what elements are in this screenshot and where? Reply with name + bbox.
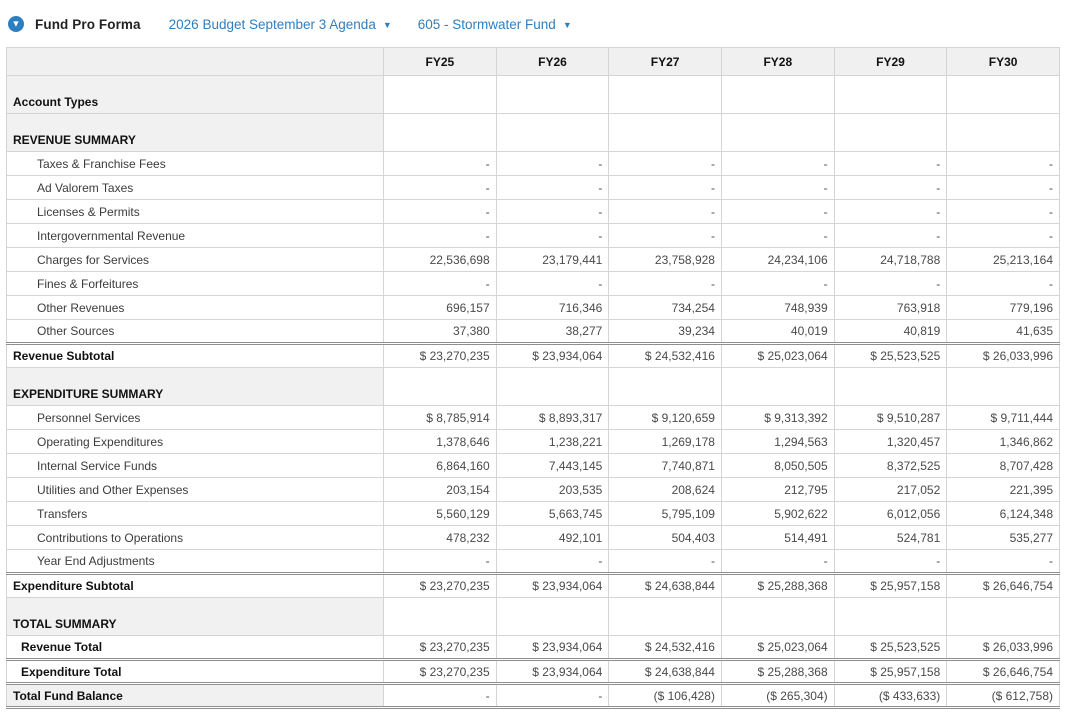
value-cell: $ 25,023,064 xyxy=(721,636,834,660)
value-cell: 1,378,646 xyxy=(384,430,497,454)
row-label: Fines & Forfeitures xyxy=(7,272,384,296)
value-cell xyxy=(496,76,609,114)
row-label: Operating Expenditures xyxy=(7,430,384,454)
chevron-down-glyph: ▼ xyxy=(11,18,21,28)
row-label: Internal Service Funds xyxy=(7,454,384,478)
table-row xyxy=(7,526,1060,550)
value-cell: - xyxy=(947,272,1060,296)
value-cell: 514,491 xyxy=(721,526,834,550)
row-label: Expenditure Total xyxy=(7,660,384,684)
proforma-table xyxy=(6,47,1060,709)
value-cell: 748,939 xyxy=(721,296,834,320)
value-cell: 716,346 xyxy=(496,296,609,320)
column-header: FY30 xyxy=(947,48,1060,76)
fund-proforma-table-container xyxy=(6,47,1060,709)
value-cell: $ 9,120,659 xyxy=(609,406,722,430)
column-header: FY28 xyxy=(721,48,834,76)
value-cell: 696,157 xyxy=(384,296,497,320)
value-cell: $ 23,270,235 xyxy=(384,344,497,368)
value-cell xyxy=(721,368,834,406)
fund-dropdown-label: 605 - Stormwater Fund xyxy=(417,16,556,32)
value-cell: - xyxy=(496,224,609,248)
row-label: Contributions to Operations xyxy=(7,526,384,550)
value-cell: - xyxy=(947,176,1060,200)
value-cell: - xyxy=(834,200,947,224)
value-cell: 203,535 xyxy=(496,478,609,502)
table-row xyxy=(7,478,1060,502)
table-row xyxy=(7,660,1060,684)
value-cell: $ 23,934,064 xyxy=(496,636,609,660)
value-cell: $ 24,532,416 xyxy=(609,344,722,368)
value-cell xyxy=(947,114,1060,152)
fund-dropdown[interactable] xyxy=(418,17,572,32)
value-cell: 39,234 xyxy=(609,320,722,344)
row-label: Transfers xyxy=(7,502,384,526)
table-row xyxy=(7,574,1060,598)
table-row xyxy=(7,636,1060,660)
value-cell xyxy=(496,368,609,406)
table-row xyxy=(7,200,1060,224)
value-cell: - xyxy=(834,176,947,200)
value-cell: 6,012,056 xyxy=(834,502,947,526)
row-label: Account Types xyxy=(7,76,384,114)
budget-dropdown-label: 2026 Budget September 3 Agenda xyxy=(168,16,376,32)
value-cell: - xyxy=(496,272,609,296)
table-row xyxy=(7,152,1060,176)
value-cell: 217,052 xyxy=(834,478,947,502)
value-cell: $ 9,313,392 xyxy=(721,406,834,430)
value-cell: 492,101 xyxy=(496,526,609,550)
value-cell xyxy=(384,114,497,152)
value-cell: 24,718,788 xyxy=(834,248,947,272)
row-label: Revenue Total xyxy=(7,636,384,660)
value-cell: 1,238,221 xyxy=(496,430,609,454)
value-cell: $ 8,893,317 xyxy=(496,406,609,430)
value-cell xyxy=(947,598,1060,636)
row-label: Charges for Services xyxy=(7,248,384,272)
column-header: FY26 xyxy=(496,48,609,76)
value-cell: $ 25,957,158 xyxy=(834,660,947,684)
table-row xyxy=(7,114,1060,152)
value-cell xyxy=(384,598,497,636)
value-cell: - xyxy=(721,176,834,200)
column-header: FY27 xyxy=(609,48,722,76)
value-cell: - xyxy=(384,152,497,176)
value-cell: 1,294,563 xyxy=(721,430,834,454)
value-cell: - xyxy=(947,224,1060,248)
value-cell: $ 23,934,064 xyxy=(496,344,609,368)
table-row xyxy=(7,430,1060,454)
value-cell: 779,196 xyxy=(947,296,1060,320)
value-cell: 478,232 xyxy=(384,526,497,550)
value-cell: $ 25,288,368 xyxy=(721,574,834,598)
value-cell xyxy=(609,368,722,406)
value-cell: 7,443,145 xyxy=(496,454,609,478)
value-cell: 1,269,178 xyxy=(609,430,722,454)
value-cell: 41,635 xyxy=(947,320,1060,344)
table-row xyxy=(7,320,1060,344)
value-cell: - xyxy=(609,176,722,200)
value-cell: $ 9,711,444 xyxy=(947,406,1060,430)
value-cell: 212,795 xyxy=(721,478,834,502)
row-label: Total Fund Balance xyxy=(7,684,384,708)
value-cell: 208,624 xyxy=(609,478,722,502)
table-row xyxy=(7,550,1060,574)
table-row xyxy=(7,224,1060,248)
value-cell: $ 25,288,368 xyxy=(721,660,834,684)
value-cell: 504,403 xyxy=(609,526,722,550)
value-cell: 1,320,457 xyxy=(834,430,947,454)
row-label: REVENUE SUMMARY xyxy=(7,114,384,152)
column-header-row xyxy=(7,48,1060,76)
value-cell: - xyxy=(384,176,497,200)
value-cell: - xyxy=(609,152,722,176)
row-label: Expenditure Subtotal xyxy=(7,574,384,598)
value-cell: $ 9,510,287 xyxy=(834,406,947,430)
value-cell: ($ 106,428) xyxy=(609,684,722,708)
row-label: Intergovernmental Revenue xyxy=(7,224,384,248)
value-cell: 5,795,109 xyxy=(609,502,722,526)
value-cell: $ 25,957,158 xyxy=(834,574,947,598)
row-label: Personnel Services xyxy=(7,406,384,430)
value-cell: 763,918 xyxy=(834,296,947,320)
table-row xyxy=(7,684,1060,708)
value-cell: 8,372,525 xyxy=(834,454,947,478)
budget-dropdown[interactable] xyxy=(169,17,392,32)
value-cell: - xyxy=(609,272,722,296)
value-cell: $ 23,934,064 xyxy=(496,660,609,684)
value-cell: $ 24,638,844 xyxy=(609,660,722,684)
value-cell: 7,740,871 xyxy=(609,454,722,478)
row-label-column-header xyxy=(7,48,384,76)
value-cell: 5,663,745 xyxy=(496,502,609,526)
value-cell: - xyxy=(947,200,1060,224)
value-cell: 6,124,348 xyxy=(947,502,1060,526)
value-cell: 40,819 xyxy=(834,320,947,344)
page-title: Fund Pro Forma xyxy=(35,16,141,32)
value-cell: $ 8,785,914 xyxy=(384,406,497,430)
chevron-down-icon: ▼ xyxy=(562,20,572,30)
value-cell: - xyxy=(834,550,947,574)
value-cell: 38,277 xyxy=(496,320,609,344)
value-cell: $ 26,033,996 xyxy=(947,636,1060,660)
row-label: Year End Adjustments xyxy=(7,550,384,574)
value-cell: 5,560,129 xyxy=(384,502,497,526)
value-cell: - xyxy=(834,152,947,176)
value-cell: $ 23,270,235 xyxy=(384,660,497,684)
value-cell: $ 25,523,525 xyxy=(834,344,947,368)
value-cell xyxy=(834,76,947,114)
value-cell: - xyxy=(496,176,609,200)
value-cell: - xyxy=(609,200,722,224)
value-cell: $ 26,646,754 xyxy=(947,574,1060,598)
row-label: Other Sources xyxy=(7,320,384,344)
table-row xyxy=(7,272,1060,296)
table-row xyxy=(7,454,1060,478)
row-label: EXPENDITURE SUMMARY xyxy=(7,368,384,406)
table-row xyxy=(7,368,1060,406)
table-row xyxy=(7,296,1060,320)
table-row xyxy=(7,248,1060,272)
value-cell xyxy=(721,114,834,152)
value-cell: 22,536,698 xyxy=(384,248,497,272)
value-cell xyxy=(834,598,947,636)
column-header: FY29 xyxy=(834,48,947,76)
value-cell: - xyxy=(384,200,497,224)
value-cell: ($ 265,304) xyxy=(721,684,834,708)
value-cell: $ 23,934,064 xyxy=(496,574,609,598)
value-cell: - xyxy=(721,272,834,296)
value-cell: - xyxy=(496,684,609,708)
table-row xyxy=(7,176,1060,200)
value-cell: - xyxy=(609,224,722,248)
table-row xyxy=(7,76,1060,114)
value-cell: 524,781 xyxy=(834,526,947,550)
row-label: Ad Valorem Taxes xyxy=(7,176,384,200)
value-cell xyxy=(947,76,1060,114)
value-cell: $ 24,638,844 xyxy=(609,574,722,598)
value-cell: 535,277 xyxy=(947,526,1060,550)
value-cell: - xyxy=(834,224,947,248)
value-cell xyxy=(834,114,947,152)
row-label: Utilities and Other Expenses xyxy=(7,478,384,502)
value-cell: - xyxy=(834,272,947,296)
value-cell: ($ 433,633) xyxy=(834,684,947,708)
page-header xyxy=(0,0,1066,46)
value-cell: 5,902,622 xyxy=(721,502,834,526)
value-cell: - xyxy=(496,550,609,574)
value-cell: 23,179,441 xyxy=(496,248,609,272)
table-row xyxy=(7,598,1060,636)
value-cell: - xyxy=(721,224,834,248)
value-cell: 24,234,106 xyxy=(721,248,834,272)
value-cell: 23,758,928 xyxy=(609,248,722,272)
value-cell: - xyxy=(384,684,497,708)
value-cell: $ 24,532,416 xyxy=(609,636,722,660)
value-cell: $ 25,023,064 xyxy=(721,344,834,368)
value-cell: 6,864,160 xyxy=(384,454,497,478)
value-cell xyxy=(609,114,722,152)
value-cell: $ 23,270,235 xyxy=(384,574,497,598)
row-label: Licenses & Permits xyxy=(7,200,384,224)
value-cell: $ 26,646,754 xyxy=(947,660,1060,684)
value-cell xyxy=(609,598,722,636)
value-cell: - xyxy=(721,152,834,176)
value-cell: - xyxy=(384,550,497,574)
chevron-down-icon: ▼ xyxy=(382,20,392,30)
value-cell: ($ 612,758) xyxy=(947,684,1060,708)
value-cell: 25,213,164 xyxy=(947,248,1060,272)
table-row xyxy=(7,344,1060,368)
value-cell xyxy=(609,76,722,114)
value-cell xyxy=(721,598,834,636)
value-cell: 734,254 xyxy=(609,296,722,320)
value-cell: $ 26,033,996 xyxy=(947,344,1060,368)
value-cell: - xyxy=(496,200,609,224)
value-cell: $ 23,270,235 xyxy=(384,636,497,660)
value-cell: 203,154 xyxy=(384,478,497,502)
value-cell xyxy=(384,368,497,406)
row-label: TOTAL SUMMARY xyxy=(7,598,384,636)
value-cell xyxy=(947,368,1060,406)
chevron-down-circle-icon[interactable] xyxy=(8,16,24,32)
value-cell: $ 25,523,525 xyxy=(834,636,947,660)
value-cell: - xyxy=(947,550,1060,574)
row-label: Other Revenues xyxy=(7,296,384,320)
value-cell xyxy=(834,368,947,406)
value-cell: 8,050,505 xyxy=(721,454,834,478)
value-cell: - xyxy=(721,550,834,574)
value-cell: - xyxy=(496,152,609,176)
value-cell: 8,707,428 xyxy=(947,454,1060,478)
row-label: Revenue Subtotal xyxy=(7,344,384,368)
table-row xyxy=(7,406,1060,430)
value-cell: 40,019 xyxy=(721,320,834,344)
value-cell: - xyxy=(721,200,834,224)
row-label: Taxes & Franchise Fees xyxy=(7,152,384,176)
value-cell: 1,346,862 xyxy=(947,430,1060,454)
value-cell xyxy=(496,114,609,152)
value-cell xyxy=(721,76,834,114)
value-cell: - xyxy=(947,152,1060,176)
value-cell xyxy=(384,76,497,114)
value-cell xyxy=(496,598,609,636)
table-row xyxy=(7,502,1060,526)
value-cell: 221,395 xyxy=(947,478,1060,502)
value-cell: - xyxy=(384,224,497,248)
value-cell: 37,380 xyxy=(384,320,497,344)
value-cell: - xyxy=(609,550,722,574)
column-header: FY25 xyxy=(384,48,497,76)
value-cell: - xyxy=(384,272,497,296)
